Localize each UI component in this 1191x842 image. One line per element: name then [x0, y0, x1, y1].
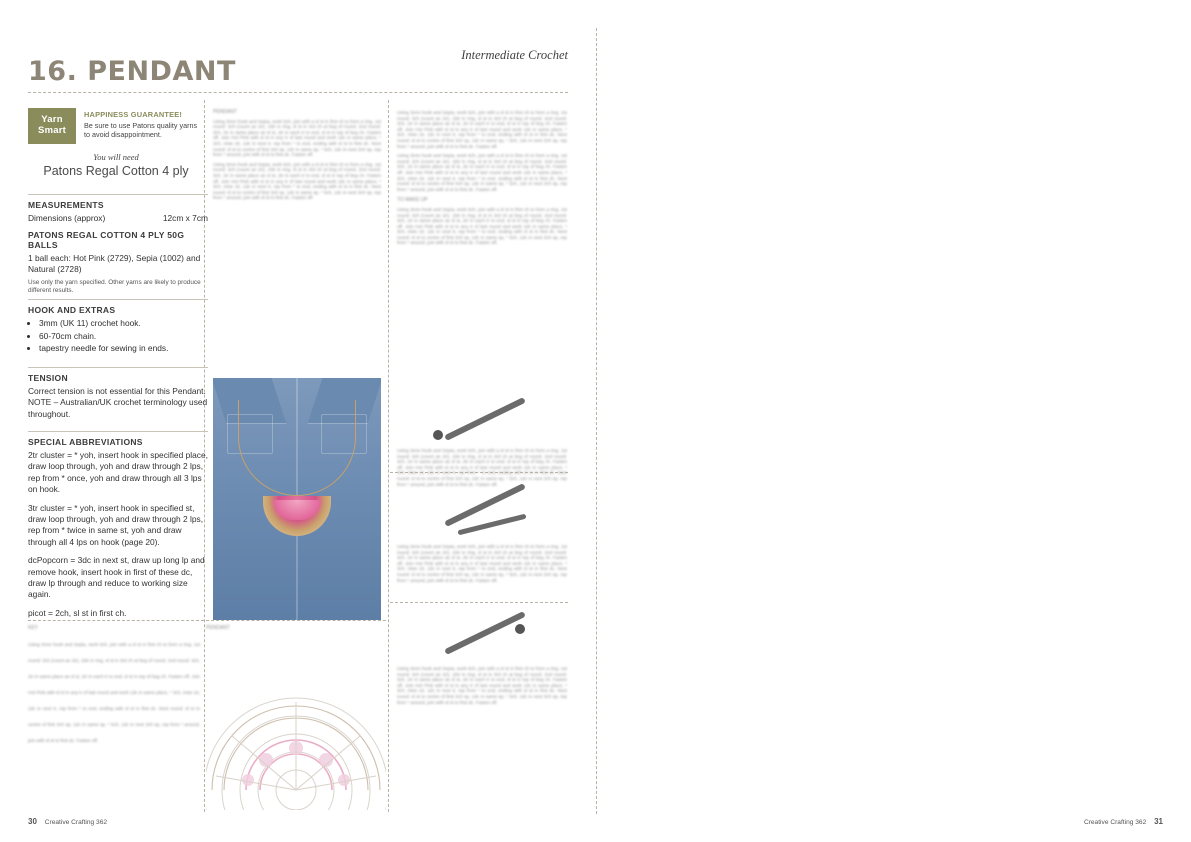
tension-text: Correct tension is not essential for this Pendant. NOTE – Australian/UK crochet terminology used throughout.: [28, 386, 208, 419]
happiness-heading: HAPPINESS GUARANTEE!: [84, 110, 183, 119]
divider-howto-2: [390, 602, 568, 603]
pattern-heading: PENDANT: [213, 109, 237, 115]
necklace-chain: [238, 400, 356, 496]
stitch-chart-label-wrap: [206, 626, 230, 632]
stitch-chart-diagram: [206, 640, 386, 810]
yarn-smart-line1: Yarn: [41, 114, 63, 125]
pattern-text-4: Using 3mm hook and Sepia, work 6ch, join with a sl st in first ch to form a ring. 1st round: 3ch (count as 1tr), 15tr in ring, sl st in 3rd ch at beg of round. 2nd round: 3ch, 1tr in same place as sl st, 2tr in each tr to end, sl st in top of beg ch. Fasten off. Join Hot Pink with sl st in any tr of last round and work 1dc in same place, * 3ch, miss 1tr, 1dc in next tr, rep from * to end, ending with sl st in first dc. Next round: sl st to centre of first 3ch sp, 1dc in same sp, * 5ch, 1dc in next 3ch sp, rep from * around, join with sl st to first dc. Fasten off.: [397, 153, 567, 192]
measurements-row: [28, 213, 208, 223]
hook-tip-icon: [433, 430, 443, 440]
to-make-up-heading: TO MAKE UP: [397, 197, 428, 204]
list-item: • 60-70cm chain.: [39, 331, 208, 343]
howto-diagram-3: [397, 610, 567, 705]
howto-diagram-1: [397, 390, 567, 487]
howto-caption-3: Using 3mm hook and Sepia, work 6ch, join with a sl st in first ch to form a ring. 1st round: 3ch (count as 1tr), 15tr in ring, sl st in 3rd ch at beg of round. 2nd round: 3ch, 1tr in same place as sl st, 2tr in each tr to end, sl st in top of beg ch. Fasten off. Join Hot Pink with sl st in any tr of last round and work 1dc in same place, * 3ch, miss 1tr, 1dc in next tr, rep from * to end, ending with sl st in first dc. Next round: sl st to centre of first 3ch sp, 1dc in same sp, * 5ch, 1dc in next 3ch sp, rep from * around, join with sl st to first dc. Fasten off.: [397, 666, 567, 705]
footer-right-text: Creative Crafting 362: [1083, 819, 1147, 826]
crochet-hook-icon: [444, 611, 526, 655]
rule-special: [28, 431, 208, 432]
page-number-left: 30: [28, 817, 37, 826]
right-page: [596, 0, 1191, 842]
measurements-section: [28, 188, 208, 295]
special-para: 2tr cluster = * yoh, insert hook in specified place, draw loop through, yoh and draw through 2 lps, rep from * once, yoh and draw through all 3 lps on hook.: [28, 450, 208, 495]
page-number-right: 31: [1154, 817, 1163, 826]
list-item: • tapestry needle for sewing in ends.: [39, 343, 208, 355]
list-item: • 3mm (UK 11) crochet hook.: [39, 318, 208, 330]
footer-left: [28, 817, 107, 826]
happiness-text: Be sure to use Patons quality yarns to avoid disappointment.: [84, 121, 198, 139]
hook-tip-icon: [515, 624, 525, 634]
pattern-text: Using 3mm hook and Sepia, work 6ch, join with a sl st in first ch to form a ring. 1st round: 3ch (count as 1tr), 15tr in ring, sl st in 3rd ch at beg of round. 2nd round: 3ch, 1tr in same place as sl st, 2tr in each tr to end, sl st in top of beg ch. Fasten off. Join Hot Pink with sl st in any tr of last round and work 1dc in same place, * 3ch, miss 1tr, 1dc in next tr, rep from * to end, ending with sl st in first dc. Next round: sl st to centre of first 3ch sp, 1dc in same sp, * 5ch, 1dc in next 3ch sp, rep from * around, join with sl st to first dc. Fasten off.: [213, 118, 381, 158]
yarn-name: Patons Regal Cotton 4 ply: [43, 164, 189, 178]
rule-hook: [28, 299, 208, 300]
yarn-smart-line2: Smart: [38, 125, 66, 136]
footer-right: [1084, 817, 1163, 826]
howto-diagram-2: [397, 478, 567, 583]
hook-section: [28, 293, 208, 356]
special-abbreviations-section: [28, 425, 208, 626]
stitch-chart-label: PENDANT: [206, 625, 230, 631]
divider-col2-left: [388, 100, 389, 812]
special-para: dcPopcorn = 3dc in next st, draw up long lp and remove hook, insert hook in first of these dc, draw lp through and reduce to working size again.: [28, 555, 205, 600]
divider-top-left: [28, 92, 568, 93]
special-para: picot = 2ch, sl st in first ch.: [28, 607, 127, 618]
rule-tension: [28, 367, 208, 368]
hook-heading: HOOK AND EXTRAS: [28, 305, 116, 315]
tension-heading: TENSION: [28, 373, 68, 383]
measurements-row-label: Dimensions (approx): [28, 213, 106, 223]
crochet-hook-icon: [444, 397, 526, 441]
yarn-note: Use only the yarn specified. Other yarns are likely to produce different results.: [28, 278, 201, 294]
pattern-column: [213, 110, 381, 201]
page-title: 16. PENDANT: [28, 56, 236, 88]
howto-caption-1: Using 3mm hook and Sepia, work 6ch, join with a sl st in first ch to form a ring. 1st round: 3ch (count as 1tr), 15tr in ring, sl st in 3rd ch at beg of round. 2nd round: 3ch, 1tr in same place as sl st, 2tr in each tr to end, sl st in top of beg ch. Fasten off. Join Hot Pink with sl st in any tr of last round and work 1dc in same place, * 3ch, miss 1tr, 1dc in next tr, rep from * to end, ending with sl st in first dc. Next round: sl st to centre of first 3ch sp, 1dc in same sp, * 5ch, 1dc in next 3ch sp, rep from * around, join with sl st to first dc. Fasten off.: [397, 448, 567, 487]
yarn-balls: 1 ball each: Hot Pink (2729), Sepia (1002) and Natural (2728): [28, 253, 201, 275]
special-para: 3tr cluster = * yoh, insert hook in specified st, draw loop through, yoh and draw through 2 lps, rep from * twice in same st, yoh and draw through all 4 lps on hook (page 20).: [28, 502, 204, 547]
yarn-smart-badge: [28, 108, 76, 144]
divider-chart: [206, 620, 386, 621]
special-heading: SPECIAL ABBREVIATIONS: [28, 437, 143, 447]
pattern-text-3: Using 3mm hook and Sepia, work 6ch, join with a sl st in first ch to form a ring. 1st round: 3ch (count as 1tr), 15tr in ring, sl st in 3rd ch at beg of round. 2nd round: 3ch, 1tr in same place as sl st, 2tr in each tr to end, sl st in top of beg ch. Fasten off. Join Hot Pink with sl st in any tr of last round and work 1dc in same place, * 3ch, miss 1tr, 1dc in next tr, rep from * to end, ending with sl st in first dc. Next round: sl st to centre of first 3ch sp, 1dc in same sp, * 5ch, 1dc in next 3ch sp, rep from * around, join with sl st to first dc. Fasten off.: [397, 110, 567, 149]
howto-caption-2: Using 3mm hook and Sepia, work 6ch, join with a sl st in first ch to form a ring. 1st round: 3ch (count as 1tr), 15tr in ring, sl st in 3rd ch at beg of round. 2nd round: 3ch, 1tr in same place as sl st, 2tr in each tr to end, sl st in top of beg ch. Fasten off. Join Hot Pink with sl st in any tr of last round and work 1dc in same place, * 3ch, miss 1tr, 1dc in next tr, rep from * to end, ending with sl st in first dc. Next round: sl st to centre of first 3ch sp, 1dc in same sp, * 5ch, 1dc in next 3ch sp, rep from * around, join with sl st to first dc. Fasten off.: [397, 544, 567, 583]
key-heading: KEY: [28, 625, 39, 631]
pattern-text-2: Using 3mm hook and Sepia, work 6ch, join with a sl st in first ch to form a ring. 1st round: 3ch (count as 1tr), 15tr in ring, sl st in 3rd ch at beg of round. 2nd round: 3ch, 1tr in same place as sl st, 2tr in each tr to end, sl st in top of beg ch. Fasten off. Join Hot Pink with sl st in any tr of last round and work 1dc in same place, * 3ch, miss 1tr, 1dc in next tr, rep from * to end, ending with sl st in first dc. Next round: sl st to centre of first 3ch sp, 1dc in same sp, * 5ch, 1dc in next 3ch sp, rep from * around, join with sl st to first dc. Fasten off.: [213, 161, 381, 201]
chapter-type-label: Intermediate Crochet: [461, 48, 568, 62]
pendant-photo: [213, 378, 381, 620]
crochet-pendant: [263, 496, 331, 536]
divider-key: [28, 620, 204, 621]
to-make-up-text: Using 3mm hook and Sepia, work 6ch, join with a sl st in first ch to form a ring. 1st round: 3ch (count as 1tr), 15tr in ring, sl st in 3rd ch at beg of round. 2nd round: 3ch, 1tr in same place as sl st, 2tr in each tr to end, sl st in top of beg ch. Fasten off. Join Hot Pink with sl st in any tr of last round and work 1dc in same place, * 3ch, miss 1tr, 1dc in next tr, rep from * to end, ending with sl st in first dc. Next round: sl st to centre of first 3ch sp, 1dc in same sp, * 5ch, 1dc in next 3ch sp, rep from * around, join with sl st to first dc. Fasten off.: [397, 206, 567, 246]
rule-measurements: [28, 194, 208, 195]
crochet-hook-icon-2: [457, 514, 526, 536]
footer-left-text: Creative Crafting 362: [44, 819, 108, 826]
hook-list: [28, 318, 208, 355]
yarn-heading: PATONS REGAL COTTON 4 PLY 50G BALLS: [28, 230, 185, 250]
pattern-column-2: [397, 110, 567, 246]
you-will-need-label: You will need: [93, 152, 139, 162]
key-section: [28, 626, 200, 749]
happiness-guarantee: [84, 110, 204, 139]
divider-howto-1: [390, 472, 568, 473]
key-list: Using 3mm hook and Sepia, work 6ch, join with a sl st in first ch to form a ring. 1st round: 3ch (count as 1tr), 15tr in ring, sl st in 3rd ch at beg of round. 2nd round: 3ch, 1tr in same place as sl st, 2tr in each tr to end, sl st in top of beg ch. Fasten off. Join Hot Pink with sl st in any tr of last round and work 1dc in same place, * 3ch, miss 1tr, 1dc in next tr, rep from * to end, ending with sl st in first dc. Next round: sl st to centre of first 3ch sp, 1dc in same sp, * 5ch, 1dc in next 3ch sp, rep from * around, join with sl st to first dc. Fasten off.: [28, 641, 200, 743]
measurements-row-value: 12cm x 7cm: [162, 213, 208, 223]
you-will-need: [28, 152, 204, 178]
tension-section: [28, 361, 208, 420]
measurements-heading: MEASUREMENTS: [28, 200, 104, 210]
